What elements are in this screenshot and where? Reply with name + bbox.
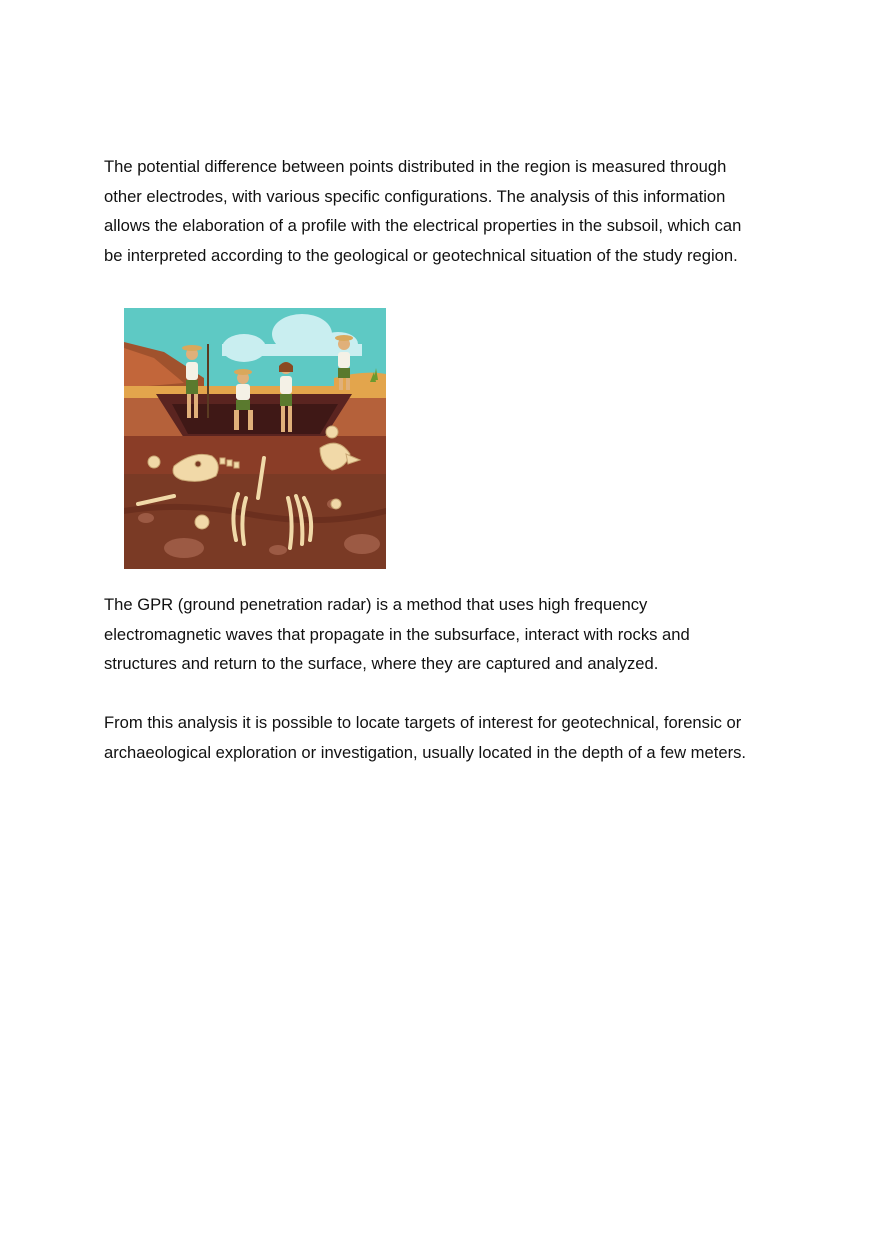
paragraph-gpr-analysis: From this analysis it is possible to locate targets of interest for geotechnical, forensic or archaeological exploration or investigation, usually located in the depth of a few meters. (104, 713, 747, 762)
paragraph-electrical-resistivity: The potential difference between points distributed in the region is measured through other electrodes, with various specific configurations. The analysis of this information allows the elaboration of a profile with the electrical properties in the subsoil, which can be interpreted according to the geological or geotechnical situation of the study region. (104, 157, 742, 265)
paragraph-gpr-method: The GPR (ground penetration radar) is a method that uses high frequency electromagnetic waves that propagate in the subsurface, interact with rocks and structures and return to the surface, where they are captured and analyzed. (104, 595, 690, 674)
excavation-illustration (124, 308, 386, 569)
